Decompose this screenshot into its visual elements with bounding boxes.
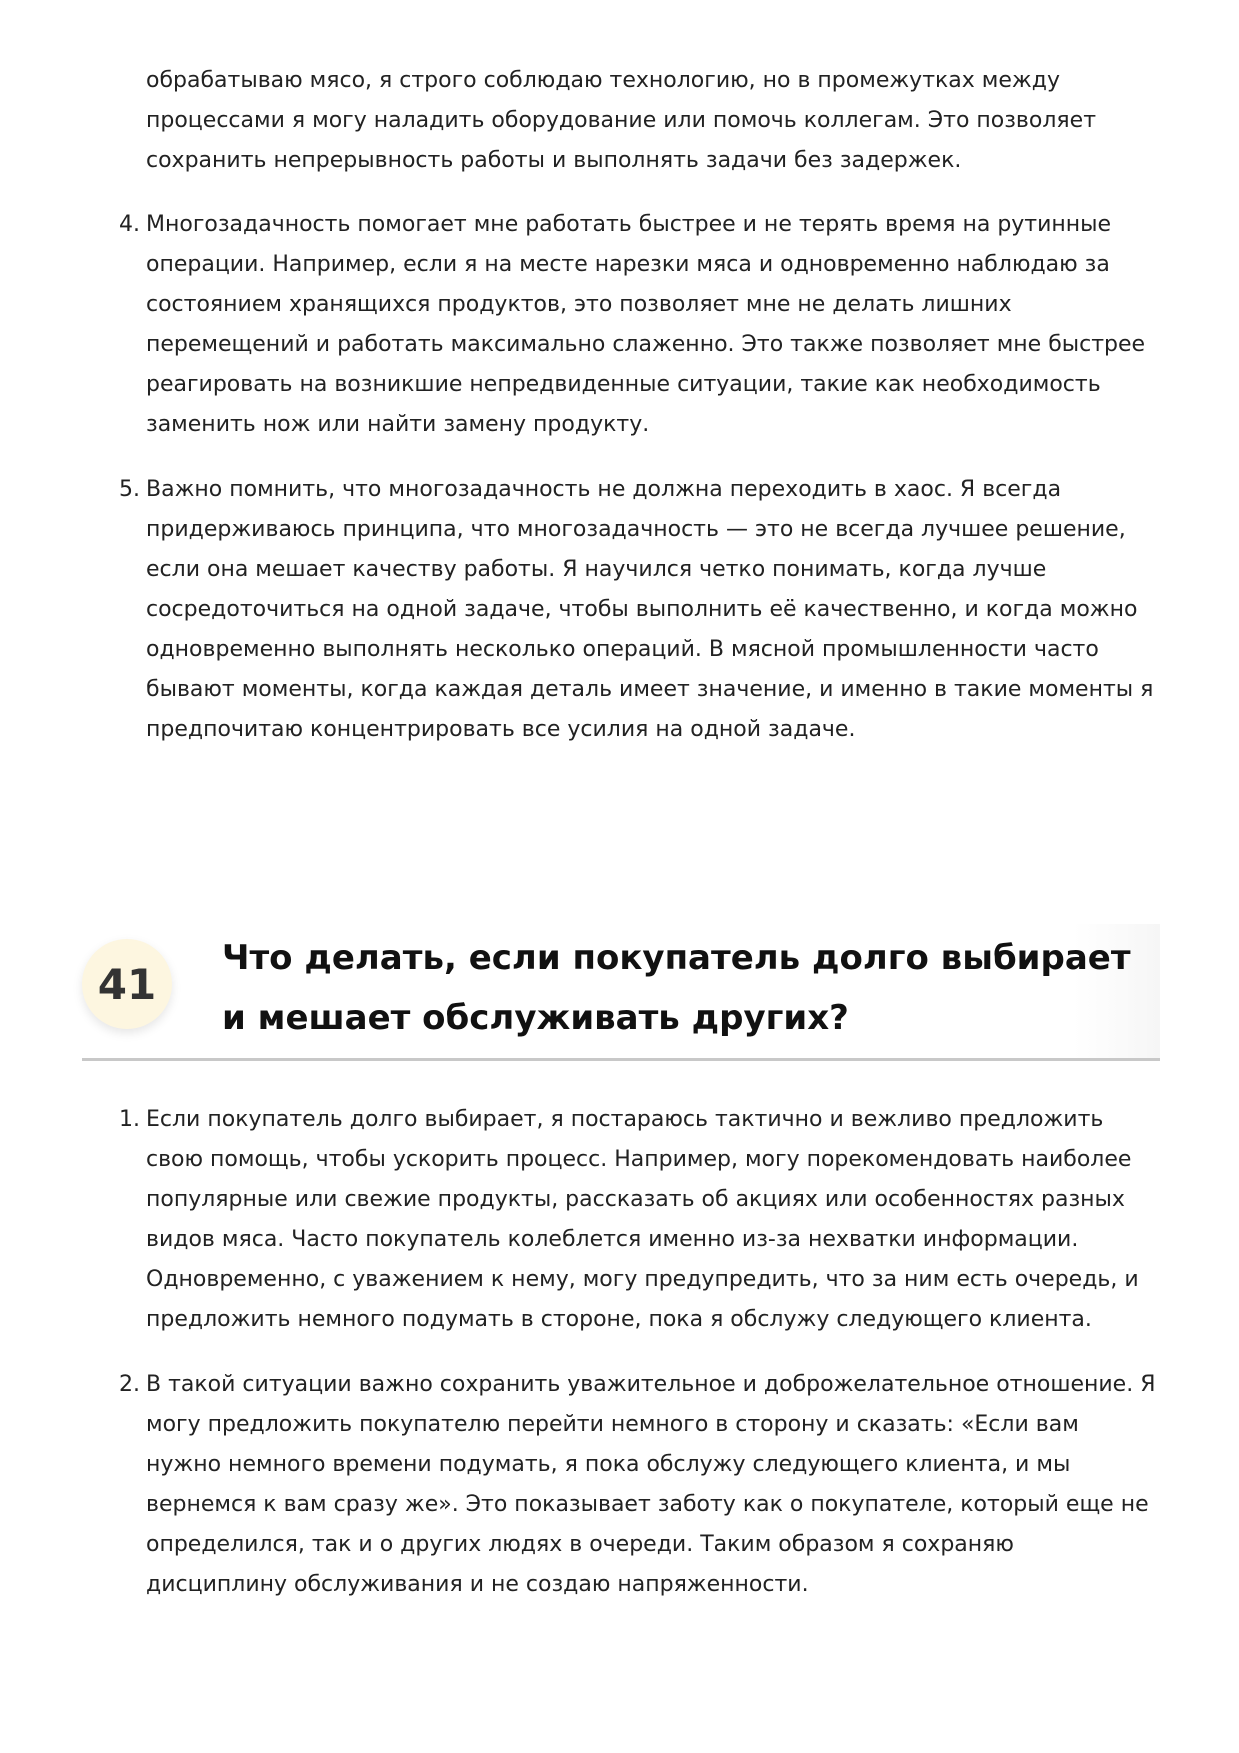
list-item	[119, 470, 1156, 750]
list-item-number: 5.	[119, 477, 140, 502]
question-number-badge: 41	[82, 939, 172, 1029]
question-header	[82, 924, 1160, 1061]
list-item-text: В такой ситуации важно сохранить уважительное и доброжелательное отношение. Я могу предложить покупателю перейти немного в сторону и сказать: «Если вам нужно немного времени подумать, я пока обслужу следующего клиента, и мы вернемся к вам сразу же». Это показывает заботу как о покупателе, который еще не определился, так и о других людях в очереди. Таким образом я сохраняю дисциплину обслуживания и не создаю напряженности.	[146, 1372, 1156, 1597]
continuation-text: обрабатываю мясо, я строго соблюдаю технологию, но в промежутках между процессами я могу наладить оборудование или помочь коллегам. Это позволяет сохранить непрерывность работы и выполнять задачи без задержек.	[146, 68, 1097, 173]
previous-item-continuation	[146, 61, 1156, 181]
list-item-number: 1.	[119, 1107, 140, 1132]
list-item	[119, 1365, 1156, 1605]
list-item	[119, 205, 1156, 445]
question-title: Что делать, если покупатель долго выбирает и мешает обслуживать других?	[222, 938, 1131, 1038]
list-item-number: 2.	[119, 1372, 140, 1397]
list-item	[119, 1100, 1156, 1340]
list-item-text: Многозадачность помогает мне работать быстрее и не терять время на рутинные операции. Например, если я на месте нарезки мяса и одновременно наблюдаю за состоянием хранящихся продуктов, это позволяет мне не делать лишних перемещений и работать максимально слаженно. Это также позволяет мне быстрее реагировать на возникшие непредвиденные ситуации, такие как необходимость заменить нож или найти замену продукту.	[146, 212, 1146, 437]
list-item-text: Важно помнить, что многозадачность не должна переходить в хаос. Я всегда придерживаюсь принципа, что многозадачность — это не всегда лучшее решение, если она мешает качеству работы. Я научился четко понимать, когда лучше сосредоточиться на одной задаче, чтобы выполнить её качественно, и когда можно одновременно выполнять несколько операций. В мясной промышленности часто бывают моменты, когда каждая деталь имеет значение, и именно в такие моменты я предпочитаю концентрировать все усилия на одной задаче.	[146, 477, 1154, 742]
list-item-number: 4.	[119, 212, 140, 237]
list-item-text: Если покупатель долго выбирает, я постараюсь тактично и вежливо предложить свою помощь, чтобы ускорить процесс. Например, могу порекомендовать наиболее популярные или свежие продукты, рассказать об акциях или особенностях разных видов мяса. Часто покупатель колеблется именно из-за нехватки информации. Одновременно, с уважением к нему, могу предупредить, что за ним есть очередь, и предложить немного подумать в стороне, пока я обслужу следующего клиента.	[146, 1107, 1139, 1332]
